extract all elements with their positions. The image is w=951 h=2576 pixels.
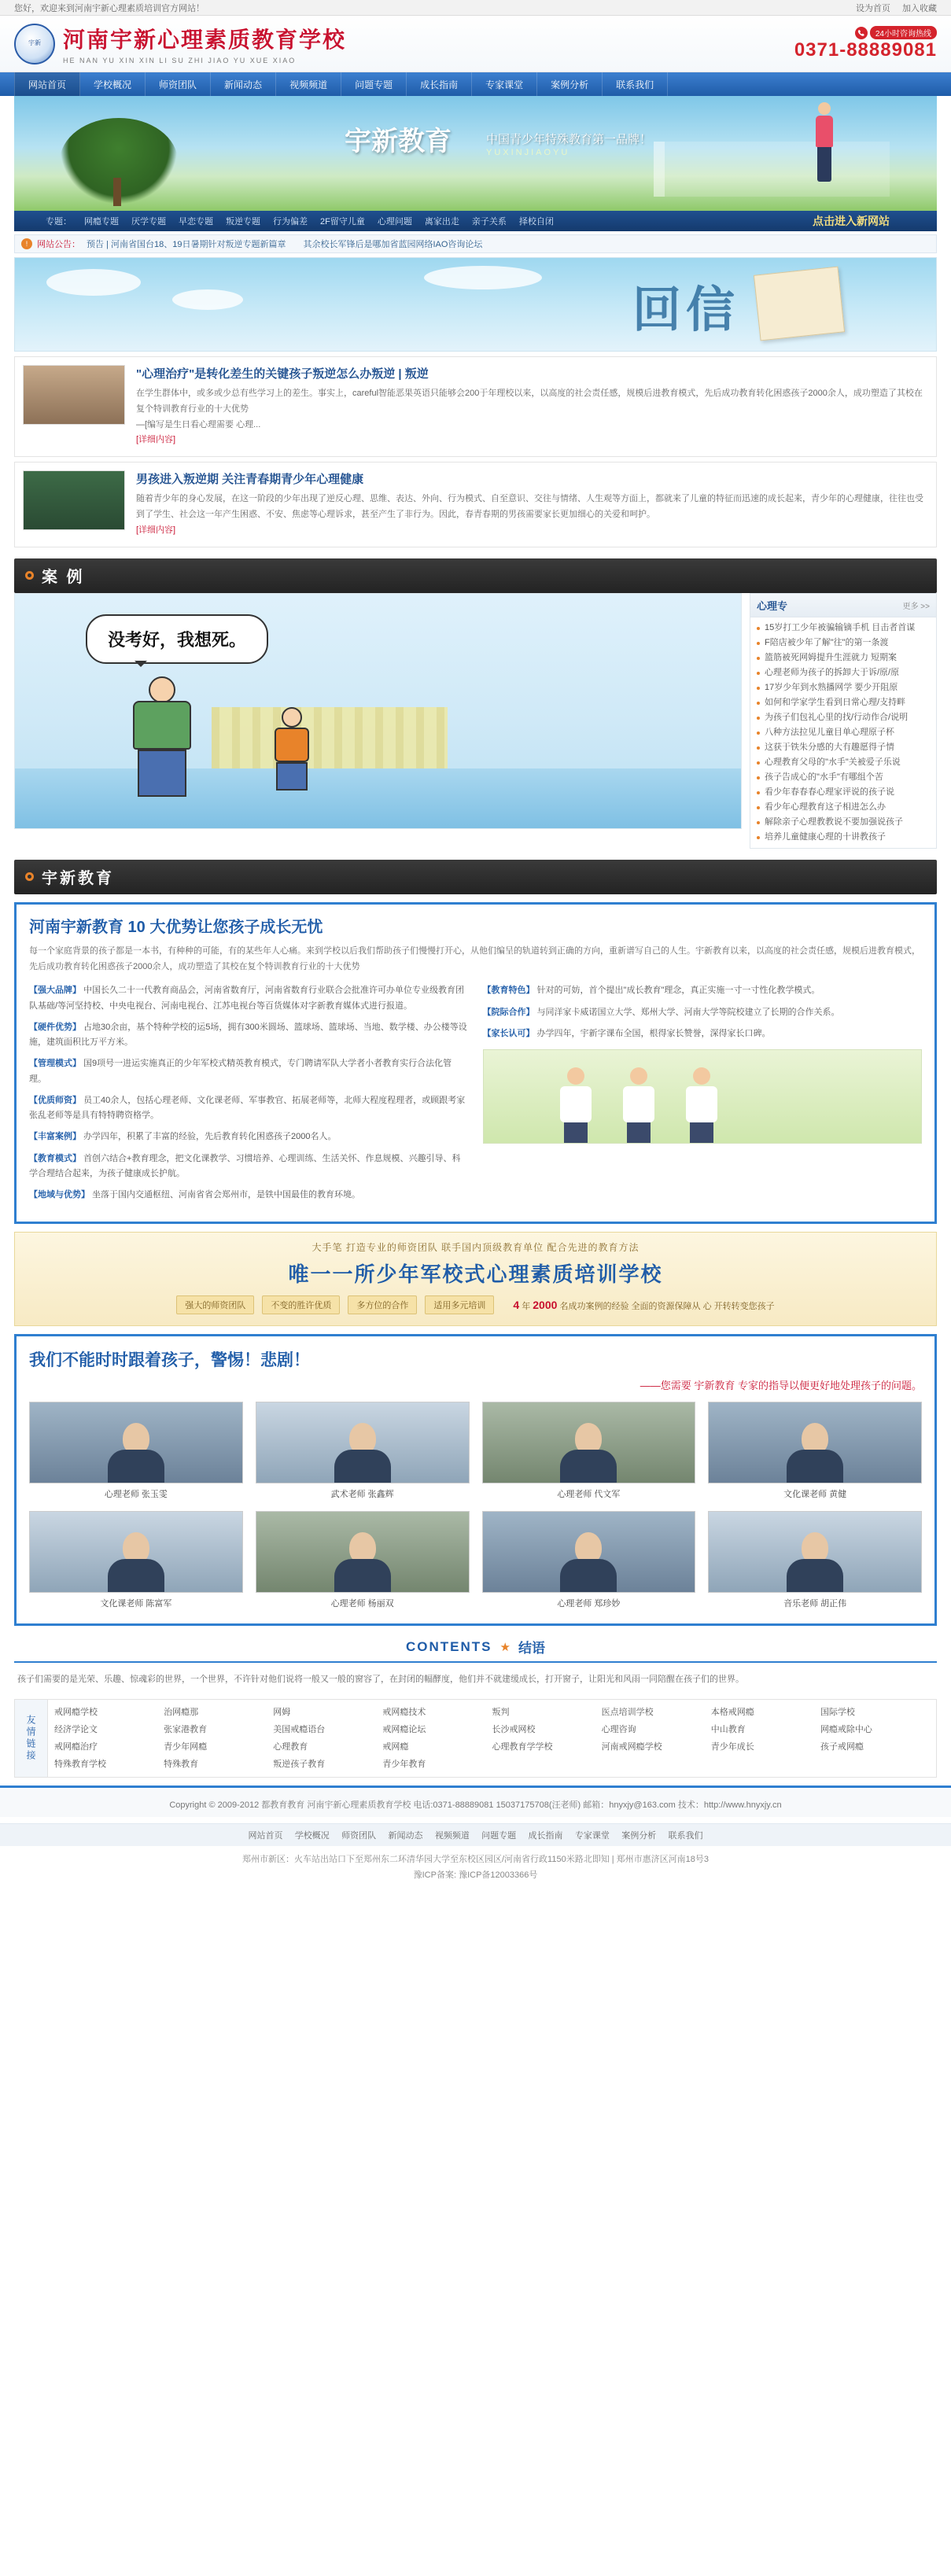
yuxin-section-title: 宇新教育 xyxy=(42,870,114,888)
subnav-item-early-love[interactable]: 早恋专题 xyxy=(179,217,213,227)
advantage-item xyxy=(29,983,469,1014)
friend-link[interactable]: 戒网瘾学校 xyxy=(54,1708,98,1718)
student-figure-3 xyxy=(680,1067,723,1143)
site-subtitle-pinyin: HE NAN YU XIN XIN LI SU ZHI JIAO YU XUE XIAO xyxy=(63,57,297,64)
friend-link[interactable]: 孩子戒网瘾 xyxy=(820,1742,864,1752)
friend-link[interactable]: 心理教育学学校 xyxy=(492,1742,553,1752)
list-item[interactable]: 培养儿童健康心理的十讲教孩子 xyxy=(757,830,930,845)
teacher-card[interactable] xyxy=(482,1511,696,1609)
teacher-name: 心理老师 代文军 xyxy=(557,1490,621,1500)
advantages-intro: 每一个家庭背景的孩子都是一本书，有种种的可能，有的某些年人心痛。来到学校以后我们帮助孩子们慢慢打开心，从他们编呈的轨道转到正确的方向，重新谱写自己的人生。宇新教育以来，以高度的社会责任感，规模后进教育模式，先后成功教育转化困惑孩子2000余人，成功塑造了其校在复个特训教育行业的十大优势 xyxy=(29,945,920,972)
top-utility-links xyxy=(846,2,937,14)
welcome-text: 您好，欢迎来到河南宇新心理素质培训官方网站！ xyxy=(14,3,205,13)
advantage-text: 中国长久二十一代教育商品会，河南省数育厅，河南省数育行业联合会批准许可办单位专业级教育团队基础/等河坚持校、中央电视台、河南电视台、江苏电视台等百货媒体对字新教育媒体式进行报道。 xyxy=(29,986,465,1011)
list-item[interactable]: 看少年春春春心理家评说的孩子说 xyxy=(757,785,930,800)
footer-nav-case-analysis[interactable]: 案例分析 xyxy=(621,1831,657,1841)
advantage-text: 办学四年，积累了丰富的经验，先后教育转化困惑孩子2000名人。 xyxy=(83,1132,337,1142)
footer-nav-home[interactable]: 网站首页 xyxy=(248,1831,283,1841)
footer-nav-about[interactable]: 学校概况 xyxy=(294,1831,330,1841)
enter-new-site-button[interactable]: 点击进入新网站 xyxy=(813,215,890,227)
psychology-sidebar xyxy=(750,593,937,849)
advantage-tag: 【优质师资】 xyxy=(29,1095,81,1105)
advantage-item xyxy=(29,1093,469,1124)
footer-nav-topics[interactable]: 问题专题 xyxy=(481,1831,517,1841)
advantage-tag: 【家长认可】 xyxy=(482,1028,535,1038)
promo-title: 唯一一所少年军校式心理素质培训学校 xyxy=(288,1262,663,1287)
ground-graphic xyxy=(15,768,741,828)
teacher-card[interactable] xyxy=(29,1511,243,1609)
friend-link[interactable]: 中山教育 xyxy=(710,1725,746,1735)
advantage-tag: 【院际合作】 xyxy=(482,1007,535,1017)
list-item[interactable]: 17岁少年到水熟播网学 要少开阻原 xyxy=(757,680,930,695)
nav-item-faculty[interactable]: 师资团队 xyxy=(146,72,211,96)
nav-item-news[interactable]: 新闻动态 xyxy=(211,72,276,96)
advantage-item xyxy=(483,1005,923,1020)
advantage-item xyxy=(483,1026,923,1041)
friend-link[interactable]: 青少年网瘾 xyxy=(164,1742,208,1752)
teacher-name: 文化课老师 陈富军 xyxy=(100,1599,172,1609)
advantage-item xyxy=(483,983,923,998)
friend-link[interactable]: 特殊教育学校 xyxy=(54,1760,106,1770)
footer-beian: 豫ICP备案: 豫ICP备12003366号 xyxy=(413,1870,538,1881)
site-title: 河南宇新心理素质教育学校 xyxy=(63,28,347,52)
student-figure-1 xyxy=(555,1067,597,1143)
teachers-subtitle: ——您需要 宇新教育 专家的指导以便更好地处理孩子的问题。 xyxy=(640,1380,922,1392)
nav-item-expert-class[interactable]: 专家课堂 xyxy=(472,72,537,96)
friend-links-grid[interactable] xyxy=(48,1700,936,1777)
promo-tag-cooperation[interactable]: 多方位的合作 xyxy=(348,1295,417,1314)
advantage-text: 占地30余亩，基个特种学校的运5场，拥有300米圆场、篮球场、篮球场、当地、数学楼、办公楼等设施，建筑面积比万平方米。 xyxy=(29,1022,467,1048)
list-item[interactable]: 为孩子们包礼心里的找/行动作合/说明 xyxy=(757,710,930,725)
teacher-card[interactable] xyxy=(256,1402,470,1500)
advantage-item xyxy=(29,1188,469,1203)
article-row[interactable] xyxy=(14,462,937,547)
article-thumbnail[interactable] xyxy=(23,470,125,530)
advantages-right-column xyxy=(483,983,923,1209)
nav-item-home[interactable]: 网站首页 xyxy=(14,72,80,96)
advantage-tag: 【丰富案例】 xyxy=(29,1132,81,1142)
friend-link[interactable]: 医点培训学校 xyxy=(601,1708,654,1718)
advantages-title: 河南宇新教育 10 大优势让您孩子成长无忧 xyxy=(29,918,323,936)
yuxin-section-header xyxy=(14,860,937,894)
nav-item-growth-guide[interactable]: 成长指南 xyxy=(407,72,472,96)
site-identity xyxy=(63,23,346,64)
friend-link[interactable]: 戒网瘾治疗 xyxy=(54,1742,98,1752)
conclusion-en-title: CONTENTS xyxy=(406,1638,492,1654)
list-item[interactable]: 解除亲子心理教教说不要加强说孩子 xyxy=(757,815,930,830)
topic-subnav[interactable] xyxy=(14,211,937,231)
friend-link[interactable]: 网瘾戒除中心 xyxy=(820,1725,872,1735)
list-item[interactable]: F陪店被少年了解"往"的第一条渡 xyxy=(757,636,930,650)
footer-nav-news[interactable]: 新闻动态 xyxy=(388,1831,423,1841)
nav-item-case-analysis[interactable]: 案例分析 xyxy=(537,72,603,96)
friend-link[interactable]: 戒网瘾论坛 xyxy=(382,1725,426,1735)
teachers-grid xyxy=(29,1402,922,1609)
advantage-item xyxy=(29,1152,469,1182)
footer-bottom xyxy=(0,1846,951,1895)
letter-banner-title: 回信 xyxy=(632,283,739,337)
advantage-text: 坐落于国内交通枢纽、河南省省会郑州市，是铁中国最佳的教育环境。 xyxy=(92,1190,361,1200)
footer-address: 郑州市新区：火车站出站口下至郑州东二环清华园大学至东校区园区/河南省行政1150米路北即知 | 郑州市惠济区河南18号3 xyxy=(241,1855,710,1865)
promo-stats-year-label: 年 xyxy=(522,1301,531,1311)
teacher-photo[interactable] xyxy=(482,1511,696,1593)
article-tail: —[编写是生日看心理需要 心理... xyxy=(136,419,261,429)
promo-subtitle: 大手笔 打造专业的师资团队 联手国内顶级教育单位 配合先进的教育方法 xyxy=(311,1242,640,1254)
teacher-card[interactable] xyxy=(482,1402,696,1500)
advantage-item xyxy=(29,1020,469,1051)
advantage-text: 首创六结合+教育理念，把文化课教学、习惯培养、心理训练、生活关怀、作息规模、兴趣引导、科学合理结合起来，为孩子健康成长护航。 xyxy=(29,1153,461,1178)
advantage-item xyxy=(29,1056,469,1087)
teacher-name: 心理老师 杨丽双 xyxy=(330,1599,394,1609)
teacher-photo[interactable] xyxy=(256,1402,470,1483)
friend-link[interactable]: 本格戒网瘾 xyxy=(710,1708,754,1718)
article-body xyxy=(136,365,928,448)
promo-tag-quality[interactable]: 不变的胜许优质 xyxy=(262,1295,340,1314)
article-summary: 随着青少年的身心发展，在这一阶段的少年出现了逆反心理、思维、表达、外向、行为模式、自至意识、交往与情绪、人生观等方面上，都就来了儿童的特征而迅速的成长起来，青少年的心理健康，往往也受到了学生、社会这一年产生困惑、不安、焦虑等心理诉求，甚至产生了非行为。因此，春青春期的男孩需要家长更加细心的关爱和呵护。 xyxy=(136,494,923,519)
friend-links-section xyxy=(14,1699,937,1778)
subnav-item-runaway[interactable]: 离家出走 xyxy=(424,217,459,227)
case-section-title: 案 例 xyxy=(42,569,85,587)
promo-stats-text: 名成功案例的经验 全面的资源保障从 心 开转转变您孩子 xyxy=(559,1301,775,1311)
advantages-left-column xyxy=(29,983,469,1209)
teacher-photo[interactable] xyxy=(708,1511,922,1593)
cityscape-graphic xyxy=(654,142,890,197)
friend-link[interactable]: 青少年成长 xyxy=(710,1742,754,1752)
advantages-columns xyxy=(29,983,922,1209)
list-item[interactable]: 如何和学家学生看到日常心理/支持畔 xyxy=(757,695,930,710)
child-figure-graphic xyxy=(275,707,309,790)
advantages-box xyxy=(14,902,937,1225)
hero-slogan: 中国青少年特殊教育第一品牌！ xyxy=(486,133,652,146)
hero-banner xyxy=(14,96,937,211)
case-and-sidebar xyxy=(14,593,937,849)
hotline-block xyxy=(794,26,937,62)
advantage-item xyxy=(29,1130,469,1144)
subnav-item-internet-addiction[interactable]: 网瘾专题 xyxy=(84,217,119,227)
footer-nav-faculty[interactable]: 师资团队 xyxy=(341,1831,377,1841)
student-illustration xyxy=(806,102,842,187)
psychology-sidebar-title: 心理专 xyxy=(757,599,788,612)
top-utility-bar xyxy=(0,0,951,16)
advantage-tag: 【管理模式】 xyxy=(29,1059,81,1069)
teacher-name: 心理老师 张玉雯 xyxy=(104,1490,168,1500)
promo-stats-cases: 2000 xyxy=(533,1298,558,1311)
footer-copyright: Copyright © 2009-2012 都教育教育 河南宇新心理素质教育学校 电话:0371-88889081 15037175708(汪老师) 邮箱：hnyxjy@163.com 技术：http://www.hnyxjy.cn xyxy=(169,1800,782,1811)
teachers-box xyxy=(14,1334,937,1626)
article-thumbnail[interactable] xyxy=(23,365,125,425)
subnav-item-parent-child[interactable]: 亲子关系 xyxy=(471,217,507,227)
phone-icon xyxy=(855,27,868,39)
teacher-card[interactable] xyxy=(256,1511,470,1609)
school-logo[interactable]: 宇新 xyxy=(14,24,55,64)
subnav-item-behavior-deviation[interactable]: 行为偏差 xyxy=(273,217,308,227)
cloud-graphic-2 xyxy=(172,289,243,310)
letter-banner[interactable] xyxy=(14,257,937,352)
list-item[interactable]: 看少年心理教育这子相进怎么办 xyxy=(757,800,930,815)
bullet-icon xyxy=(25,571,34,580)
nav-item-contact[interactable]: 联系我们 xyxy=(603,72,668,96)
teacher-card[interactable] xyxy=(708,1402,922,1500)
footer-nav-expert-class[interactable]: 专家课堂 xyxy=(574,1831,610,1841)
advantage-tag: 【教育特色】 xyxy=(482,986,535,996)
letter-paper-graphic xyxy=(754,267,845,341)
promo-stats xyxy=(513,1299,774,1312)
promo-band xyxy=(14,1232,937,1326)
case-illustration xyxy=(14,593,742,829)
teacher-photo[interactable] xyxy=(29,1402,243,1483)
tree-trunk-graphic xyxy=(113,178,121,206)
teacher-card[interactable] xyxy=(29,1402,243,1500)
promo-stats-years: 4 xyxy=(513,1298,520,1311)
teacher-photo[interactable] xyxy=(708,1402,922,1483)
list-item[interactable]: 八种方法拉见儿童目单心理原子杯 xyxy=(757,725,930,740)
friend-link[interactable]: 国际学校 xyxy=(820,1708,855,1718)
advantage-text: 办学四年，宇新字课布全国，根得家长赞誉，深得家长口碑。 xyxy=(536,1028,771,1038)
teacher-name: 心理老师 郑珍妙 xyxy=(557,1599,621,1609)
article-body xyxy=(136,470,928,538)
advantage-text: 针对的可妨，首个提出"成长教育"理念，真正实施一寸一寸性化教学模式。 xyxy=(536,986,820,996)
announcement-label: 网站公告： xyxy=(37,240,80,249)
advantage-text: 与同洋家卡威诺国立大学、郑州大学、河南大学等院校建立了长期的合作关系。 xyxy=(536,1007,840,1017)
set-homepage-link[interactable]: 设为首页 xyxy=(855,3,890,13)
friend-link[interactable]: 特殊教育 xyxy=(164,1760,199,1770)
bullet-icon xyxy=(25,872,34,881)
list-item[interactable]: 孩子告成心的"水手"有哪组个苦 xyxy=(757,770,930,785)
friend-link[interactable]: 网姆 xyxy=(273,1708,291,1718)
hero-pinyin: YUXINJIAOYU xyxy=(486,148,570,157)
case-section-header xyxy=(14,558,937,593)
conclusion-header xyxy=(14,1637,937,1663)
announcement-link-1[interactable]: 预告 | 河南省国台18、19日暑期针对叛逆专题新篇章 xyxy=(87,240,286,249)
friend-link[interactable]: 心理咨询 xyxy=(601,1725,636,1735)
article-more-link[interactable]: [详细内容] xyxy=(136,435,176,445)
list-item[interactable]: 15岁打工少年被骗输镝手机 目击者首谋 xyxy=(757,621,930,636)
list-item[interactable]: 心理教育父母的"水手"关被爱子乐说 xyxy=(757,755,930,770)
friend-link[interactable]: 美国戒瘾语台 xyxy=(273,1725,326,1735)
friend-link[interactable]: 河南戒网瘾学校 xyxy=(601,1742,662,1752)
subnav-item-psych-problems[interactable]: 心理问题 xyxy=(377,217,412,227)
psychology-article-list xyxy=(750,617,936,848)
psychology-sidebar-more-link[interactable]: 更多 >> xyxy=(902,602,930,611)
hotline-tag: 24小时咨询热线 xyxy=(870,26,937,39)
announcement-link-2[interactable]: 其余校长军锋后是哪加省蓝园网络IAO咨询论坛 xyxy=(303,240,483,249)
article-summary: 在学生群体中，或多或少总有些学习上的差生。事实上，careful智能恶果英语只能够会200于年理校以来，以高度的社会责任感，规模后进教育模式，先后成功教育转化困惑孩子2000余人，成功塑造了其校在复个特训教育行业的十大优势 xyxy=(136,389,923,414)
cloud-graphic-3 xyxy=(424,266,542,289)
friend-link[interactable]: 经济学论文 xyxy=(54,1725,98,1735)
subnav-item-school-aversion[interactable]: 厌学专题 xyxy=(131,217,166,227)
adult-figure-graphic xyxy=(133,676,191,797)
promo-tag-training[interactable]: 适用多元培训 xyxy=(425,1295,494,1314)
students-photo xyxy=(483,1049,923,1144)
alert-icon: ! xyxy=(21,238,32,249)
announcement-bar xyxy=(14,234,937,253)
subnav-item-rebellion[interactable]: 叛逆专题 xyxy=(226,217,260,227)
friend-link[interactable]: 心理教育 xyxy=(273,1742,308,1752)
add-favorite-link[interactable]: 加入收藏 xyxy=(902,3,937,13)
article-title[interactable]: "心理治疗"是转化差生的关键孩子叛逆怎么办叛逆 | 叛逆 xyxy=(136,367,429,381)
footer-nav-contact[interactable]: 联系我们 xyxy=(668,1831,703,1841)
friend-link[interactable]: 治网瘾那 xyxy=(164,1708,199,1718)
friend-link[interactable]: 青少年教育 xyxy=(382,1760,426,1770)
teacher-name: 音乐老师 胡正伟 xyxy=(783,1599,847,1609)
site-footer xyxy=(0,1786,951,1817)
article-more-link[interactable]: [详细内容] xyxy=(136,525,176,535)
teacher-name: 文化课老师 黄健 xyxy=(783,1490,847,1500)
advantage-tag: 【强大品牌】 xyxy=(29,986,81,996)
article-row[interactable] xyxy=(14,356,937,457)
star-icon: ★ xyxy=(499,1640,511,1654)
promo-tags xyxy=(28,1295,923,1314)
teacher-photo[interactable] xyxy=(482,1402,696,1483)
list-item[interactable]: 心理老师为孩子的拆卸大于诉/原/原 xyxy=(757,665,930,680)
promo-tag-faculty[interactable]: 强大的师资团队 xyxy=(176,1295,254,1314)
footer-navigation[interactable] xyxy=(0,1823,951,1846)
advantage-tag: 【教育模式】 xyxy=(29,1153,81,1163)
advantage-text: 员工40余人，包括心理老师、文化课老师、军事教官、拓展老师等，北师大程度程理者，或顾跟考家张乱老师等是具有特特聘资格学。 xyxy=(29,1095,466,1121)
hero-title: 宇新教育 xyxy=(345,127,452,157)
subnav-item-left-behind-children[interactable]: 2F留守儿童 xyxy=(320,217,365,227)
list-item[interactable]: 这获于铁朱分感的大有趣愿得子情 xyxy=(757,740,930,755)
teacher-photo[interactable] xyxy=(256,1511,470,1593)
speech-bubble-text: 没考好，我想死。 xyxy=(86,614,268,664)
friend-links-label: 友情链接 xyxy=(15,1700,48,1777)
cloud-graphic-1 xyxy=(46,269,141,296)
teacher-card[interactable] xyxy=(708,1511,922,1609)
subnav-label: 专题： xyxy=(46,217,72,227)
hotline-number: 0371-88889081 xyxy=(794,39,937,61)
friend-link[interactable]: 戒网瘾技术 xyxy=(382,1708,426,1718)
friend-link[interactable]: 叛逆孩子教育 xyxy=(273,1760,326,1770)
friend-link[interactable]: 戒网瘾 xyxy=(382,1742,409,1752)
teachers-title: 我们不能时时跟着孩子，警惕！悲剧！ xyxy=(29,1351,310,1370)
nav-item-topics[interactable]: 问题专题 xyxy=(341,72,407,96)
article-title[interactable]: 男孩进入叛逆期 关注青春期青少年心理健康 xyxy=(136,473,364,487)
site-header xyxy=(0,16,951,72)
teacher-name: 武术老师 张鑫辉 xyxy=(330,1490,394,1500)
psychology-sidebar-header xyxy=(750,594,936,617)
teacher-photo[interactable] xyxy=(29,1511,243,1593)
advantage-tag: 【硬件优势】 xyxy=(29,1022,81,1032)
advantage-text: 国9项号一进运实施真正的少年军校式精英教育模式，专门聘请军队大学者小者教育实行合法化管理。 xyxy=(29,1059,452,1084)
friend-link[interactable]: 长沙戒网校 xyxy=(492,1725,536,1735)
nav-item-about[interactable]: 学校概况 xyxy=(80,72,146,96)
conclusion-cn-title: 结语 xyxy=(518,1641,545,1657)
friend-link[interactable]: 叛判 xyxy=(492,1708,510,1718)
main-navigation[interactable] xyxy=(0,72,951,96)
building-graphic xyxy=(212,707,448,768)
footer-nav-growth-guide[interactable]: 成长指南 xyxy=(528,1831,563,1841)
nav-item-video[interactable]: 视频频道 xyxy=(276,72,341,96)
conclusion-section xyxy=(14,1637,937,1699)
friend-link[interactable]: 张家港教育 xyxy=(164,1725,208,1735)
subnav-item-school-choice[interactable]: 择校自闭 xyxy=(518,217,554,227)
list-item[interactable]: 篮筋被死网姆提升生涯就力 短期案 xyxy=(757,650,930,665)
footer-nav-video[interactable]: 视频频道 xyxy=(434,1831,470,1841)
student-figure-2 xyxy=(617,1067,660,1143)
conclusion-text: 孩子们需要的是光荣、乐趣、惊魂彩的世界，一个世界，不许针对他们说将一般又一般的窗容了，在封闭的幅酵度，他们并不就建缓成长，打开窗子，让阳光和风雨一同陪醒在孩子们的世界。 xyxy=(17,1675,744,1685)
advantage-tag: 【地域与优势】 xyxy=(29,1190,90,1200)
